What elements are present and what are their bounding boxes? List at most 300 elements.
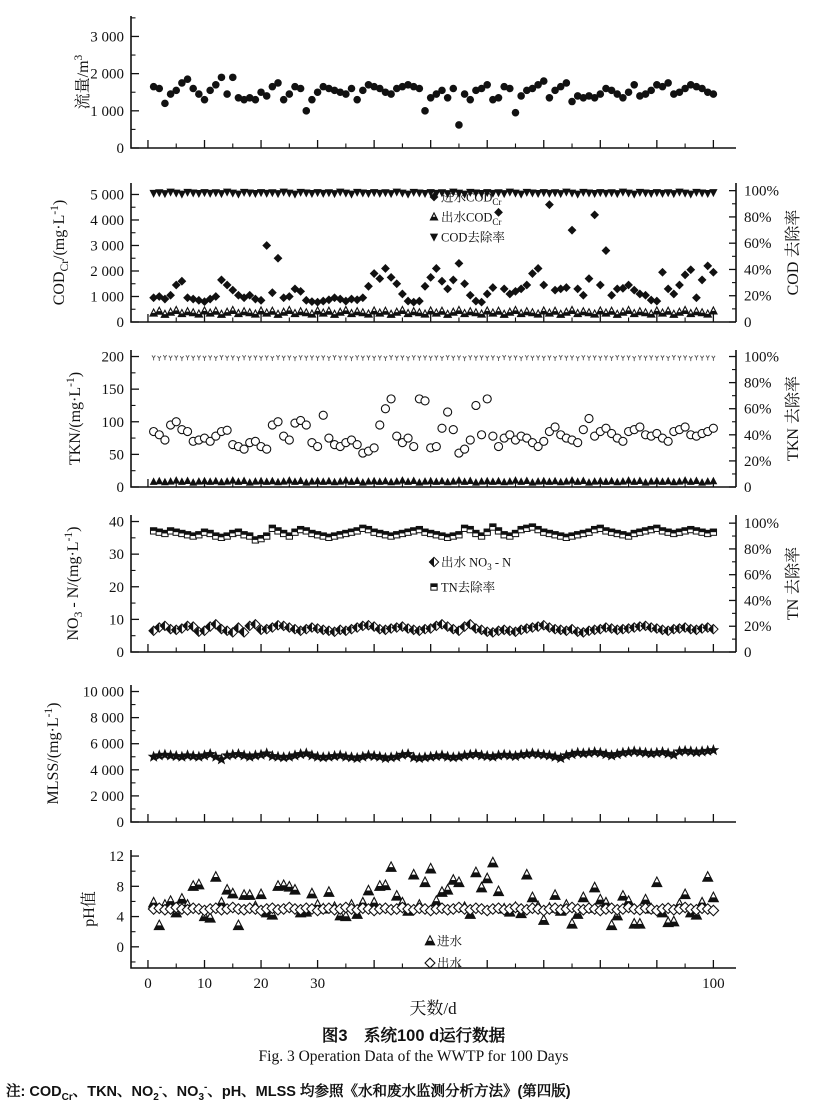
mark xyxy=(285,476,293,484)
mark xyxy=(512,109,520,117)
mark xyxy=(610,356,613,361)
mark xyxy=(672,355,675,360)
y-axis-title xyxy=(49,200,71,306)
mark xyxy=(456,532,462,535)
mark xyxy=(429,557,434,566)
mark xyxy=(489,432,497,440)
label: ) xyxy=(51,199,68,206)
label: -1 xyxy=(42,707,55,718)
label: 4 000 xyxy=(90,212,124,229)
mark xyxy=(523,476,531,484)
mark xyxy=(412,355,415,360)
label: Cr xyxy=(59,259,72,272)
mark xyxy=(303,107,311,115)
mark xyxy=(325,434,333,442)
mark xyxy=(381,405,389,413)
label: 0 xyxy=(116,815,124,831)
legend-item-cod-removal xyxy=(430,230,506,245)
legend-item-ph-in xyxy=(425,934,462,949)
legend-item-cod-out xyxy=(430,210,501,227)
mark xyxy=(658,268,667,277)
mark xyxy=(531,356,534,361)
mark xyxy=(274,254,283,263)
mark xyxy=(508,356,511,361)
label: 80% xyxy=(744,541,772,558)
y-tick-label xyxy=(102,382,125,398)
mark xyxy=(474,356,477,361)
series-tkn-in xyxy=(150,395,718,457)
label: 20% xyxy=(744,619,772,636)
mark xyxy=(223,426,231,434)
mark xyxy=(590,210,599,219)
mark xyxy=(195,90,203,98)
mark xyxy=(604,355,607,360)
label: 40% xyxy=(744,262,772,279)
legend-label xyxy=(441,190,501,207)
mark xyxy=(563,79,571,87)
mark xyxy=(582,355,585,360)
mark xyxy=(540,77,548,85)
mark xyxy=(438,277,447,286)
legend-item-no3-out xyxy=(429,555,511,572)
x-tick-label xyxy=(197,976,212,992)
mark xyxy=(675,281,684,290)
mark xyxy=(579,291,588,300)
mark xyxy=(683,355,686,360)
mark xyxy=(297,85,305,93)
mark xyxy=(502,355,505,360)
mark xyxy=(525,355,528,360)
mark xyxy=(570,355,573,360)
mark xyxy=(184,75,192,83)
mark xyxy=(344,355,347,360)
y-tick-label xyxy=(90,29,124,45)
mark xyxy=(212,477,220,485)
mark xyxy=(286,90,294,98)
figure-caption-en: Fig. 3 Operation Data of the WWTP for 100 Days xyxy=(258,1048,569,1065)
mark xyxy=(197,355,200,360)
mark xyxy=(291,191,299,199)
label: COD去除率 xyxy=(441,230,505,245)
mark xyxy=(225,356,228,361)
y-axis-title xyxy=(80,891,98,927)
y-axis-title xyxy=(43,702,62,804)
mark xyxy=(438,477,446,485)
right-axis-title xyxy=(784,547,802,620)
label: -1 xyxy=(48,205,61,215)
y-tick-label xyxy=(109,849,124,865)
mark xyxy=(333,355,336,360)
mark xyxy=(161,436,169,444)
y-tick-label xyxy=(90,737,124,753)
y-tick-label xyxy=(117,480,125,496)
chart-ph xyxy=(80,849,736,992)
mark xyxy=(237,356,240,361)
label: 100% xyxy=(744,183,779,200)
label: 30 xyxy=(109,547,124,564)
mark xyxy=(276,355,279,360)
mark xyxy=(265,355,268,360)
label: 8 xyxy=(116,879,124,896)
series-tkn-removal xyxy=(152,355,715,361)
mark xyxy=(517,92,525,100)
x-tick-label xyxy=(144,976,152,992)
mark xyxy=(370,444,378,452)
mark xyxy=(421,282,430,291)
label: 30 xyxy=(310,976,326,992)
mark xyxy=(161,190,169,198)
mark xyxy=(636,476,644,484)
mark xyxy=(450,85,458,93)
mark xyxy=(158,356,161,361)
y-tick-label xyxy=(117,141,125,157)
mark xyxy=(669,290,678,299)
mark xyxy=(602,246,611,255)
mark xyxy=(229,74,237,82)
mark xyxy=(214,356,217,361)
y-tick-label xyxy=(117,910,125,926)
right-tick-label xyxy=(744,619,772,635)
label: 6 000 xyxy=(90,736,124,753)
right-tick-label xyxy=(744,402,772,418)
right-axis-title xyxy=(784,376,802,461)
mark xyxy=(421,107,429,115)
right-tick-label xyxy=(744,350,779,366)
mark xyxy=(506,85,514,93)
mark xyxy=(201,96,209,104)
mark xyxy=(574,191,582,199)
mark xyxy=(477,298,486,307)
y-tick-label xyxy=(102,415,125,431)
mark xyxy=(565,356,568,361)
mark xyxy=(542,356,545,361)
mark xyxy=(376,421,384,429)
axis-frame xyxy=(131,16,736,148)
mark xyxy=(444,408,452,416)
label: 40 xyxy=(109,514,124,531)
label: 60% xyxy=(744,401,772,418)
label: 60% xyxy=(744,236,772,253)
mark xyxy=(432,443,440,451)
mark xyxy=(302,421,310,429)
mark xyxy=(206,87,214,95)
mark xyxy=(495,94,503,102)
label: 80% xyxy=(744,209,772,226)
mark xyxy=(693,476,701,484)
mark xyxy=(263,445,271,453)
mark xyxy=(247,533,253,536)
mark xyxy=(655,356,658,361)
mark xyxy=(568,226,577,235)
label: 0 xyxy=(744,645,752,661)
mark xyxy=(438,424,446,432)
mark xyxy=(681,270,690,279)
mark xyxy=(540,437,548,445)
label: 进水 xyxy=(437,934,463,949)
mark xyxy=(217,190,225,198)
mark xyxy=(339,356,342,361)
label: 20 xyxy=(253,976,269,992)
mark xyxy=(710,529,716,532)
mark xyxy=(638,355,641,360)
mark xyxy=(534,264,543,273)
mark xyxy=(310,355,313,360)
mark xyxy=(466,291,475,300)
label: 10 xyxy=(109,612,124,629)
mark xyxy=(404,434,412,442)
mark xyxy=(546,94,554,102)
mark xyxy=(587,356,590,361)
mark xyxy=(709,189,717,197)
y-tick-label xyxy=(109,612,124,628)
label: 50 xyxy=(109,447,124,464)
label: 40% xyxy=(744,593,772,610)
mark xyxy=(426,273,435,282)
label: TN 去除率 xyxy=(785,546,802,621)
mark xyxy=(172,418,180,426)
mark xyxy=(706,355,709,360)
mark xyxy=(248,356,251,361)
mark xyxy=(384,356,387,361)
y-tick-label xyxy=(109,447,124,463)
y-axis-title xyxy=(63,527,85,641)
mark xyxy=(466,476,474,484)
label: 100% xyxy=(744,516,779,533)
mark xyxy=(579,476,587,484)
mark xyxy=(709,477,717,485)
label: 0 xyxy=(116,141,124,157)
mark xyxy=(593,355,596,360)
mark xyxy=(229,476,237,484)
mark xyxy=(710,90,718,98)
mark xyxy=(418,356,421,361)
mark xyxy=(155,477,163,485)
series-cod-out xyxy=(150,306,717,317)
mark xyxy=(314,88,322,96)
mark xyxy=(430,234,438,242)
mark xyxy=(429,356,432,361)
mark xyxy=(268,477,276,485)
mark xyxy=(619,94,627,102)
mark xyxy=(378,355,381,360)
right-tick-label xyxy=(744,376,772,392)
label: TN去除率 xyxy=(441,580,496,595)
legend-label xyxy=(437,956,463,971)
mark xyxy=(212,81,220,89)
label: - N/(mg·L xyxy=(65,541,82,612)
x-tick-label xyxy=(254,976,269,992)
mark xyxy=(649,355,652,360)
mark xyxy=(621,356,624,361)
label: 0 xyxy=(144,976,152,992)
mark xyxy=(573,284,582,293)
label: 1 000 xyxy=(90,289,124,306)
mark xyxy=(449,426,457,434)
mark xyxy=(280,96,288,104)
label: 进水COD xyxy=(441,190,493,205)
mark xyxy=(382,477,390,485)
mark xyxy=(425,958,435,968)
label: 0 xyxy=(116,315,124,331)
mark xyxy=(285,436,293,444)
mark xyxy=(319,411,327,419)
mark xyxy=(217,276,226,285)
mark xyxy=(536,355,539,360)
chart-flow xyxy=(73,16,736,157)
mark xyxy=(401,355,404,360)
mark xyxy=(494,208,503,217)
mark xyxy=(223,90,231,98)
mark xyxy=(327,356,330,361)
mark xyxy=(478,431,486,439)
mark xyxy=(664,79,672,87)
legend-label xyxy=(441,580,496,595)
right-tick-label xyxy=(744,262,772,278)
mark xyxy=(305,356,308,361)
x-tick-label xyxy=(702,976,725,992)
y-tick-label xyxy=(102,350,125,366)
mark xyxy=(387,90,395,98)
y-tick-label xyxy=(109,580,124,596)
mark xyxy=(461,445,469,453)
mark xyxy=(353,96,361,104)
mark xyxy=(189,85,197,93)
mark xyxy=(438,87,446,95)
mark xyxy=(435,355,438,360)
legend-label xyxy=(441,230,505,245)
mark xyxy=(316,356,319,361)
y-tick-label xyxy=(117,940,125,956)
y-tick-label xyxy=(117,815,125,831)
y-tick-label xyxy=(90,104,124,120)
mark xyxy=(240,476,248,484)
mark xyxy=(347,191,355,199)
mark xyxy=(348,85,356,93)
mark xyxy=(178,191,186,199)
mark xyxy=(274,190,282,198)
mark xyxy=(687,191,695,199)
mark xyxy=(625,476,633,484)
mark xyxy=(421,397,429,405)
label: 3 000 xyxy=(90,238,124,255)
right-tick-label xyxy=(744,516,779,532)
y-tick-label xyxy=(90,711,124,727)
label: COD xyxy=(51,271,68,306)
series-tn-removal xyxy=(150,524,716,543)
mark xyxy=(242,355,245,360)
label: 0 xyxy=(116,480,124,496)
mark xyxy=(431,584,437,587)
mark xyxy=(297,476,305,484)
mark xyxy=(274,418,282,426)
mark xyxy=(169,356,172,361)
mark xyxy=(568,98,576,106)
mark xyxy=(500,284,509,293)
mark xyxy=(495,477,503,485)
y-tick-label xyxy=(90,187,124,203)
mark xyxy=(175,355,178,360)
label: 3 xyxy=(73,611,86,618)
label: 20% xyxy=(744,453,772,470)
mark xyxy=(186,355,189,360)
mark xyxy=(282,356,285,361)
right-tick-label xyxy=(744,645,752,661)
mark xyxy=(293,356,296,361)
mark xyxy=(264,533,270,536)
label: 0 xyxy=(744,480,752,496)
mark xyxy=(545,200,554,209)
mark xyxy=(619,437,627,445)
mark xyxy=(681,423,689,431)
right-tick-label xyxy=(744,289,772,305)
series-flow xyxy=(150,74,717,129)
label: 200 xyxy=(101,349,124,366)
mark xyxy=(627,355,630,360)
label: 100% xyxy=(744,349,779,366)
label: 10 xyxy=(197,976,213,992)
mark xyxy=(661,355,664,360)
mark xyxy=(299,355,302,360)
y-tick-label xyxy=(90,264,124,280)
mark xyxy=(364,282,373,291)
mark xyxy=(325,477,333,485)
mark xyxy=(703,261,712,270)
mark xyxy=(203,356,206,361)
right-tick-label xyxy=(744,454,772,470)
mark xyxy=(155,85,163,93)
mark xyxy=(616,355,619,360)
y-tick-label xyxy=(117,879,125,895)
mark xyxy=(455,121,463,129)
mark xyxy=(488,283,497,292)
mark xyxy=(423,355,426,360)
mark xyxy=(355,355,358,360)
mark xyxy=(367,355,370,360)
mark xyxy=(647,87,655,95)
right-tick-label xyxy=(744,568,772,584)
label: -1 xyxy=(62,531,75,542)
mark xyxy=(480,355,483,360)
right-tick-label xyxy=(744,593,772,609)
axis-frame xyxy=(131,183,736,322)
mark xyxy=(455,259,464,268)
mark xyxy=(607,291,616,300)
label: 0 xyxy=(116,939,124,956)
mark xyxy=(163,355,166,360)
label: 2 000 xyxy=(90,788,124,805)
label: 1 000 xyxy=(90,103,124,120)
label: ) xyxy=(65,526,82,532)
right-tick-label xyxy=(744,542,772,558)
mark xyxy=(514,355,517,360)
mark xyxy=(288,355,291,360)
series-tkn-out xyxy=(150,476,718,485)
label: 150 xyxy=(101,382,124,399)
mark xyxy=(630,191,638,199)
mark xyxy=(698,276,707,285)
mark xyxy=(314,443,322,451)
label: 3 xyxy=(72,54,85,61)
label: /(mg·L xyxy=(51,214,68,260)
mark xyxy=(597,90,605,98)
mark xyxy=(183,427,191,435)
mark xyxy=(308,96,316,104)
mark xyxy=(254,355,257,360)
chart-mlss xyxy=(43,685,736,831)
mark xyxy=(585,414,593,422)
mark xyxy=(342,476,350,484)
mark xyxy=(644,356,647,361)
